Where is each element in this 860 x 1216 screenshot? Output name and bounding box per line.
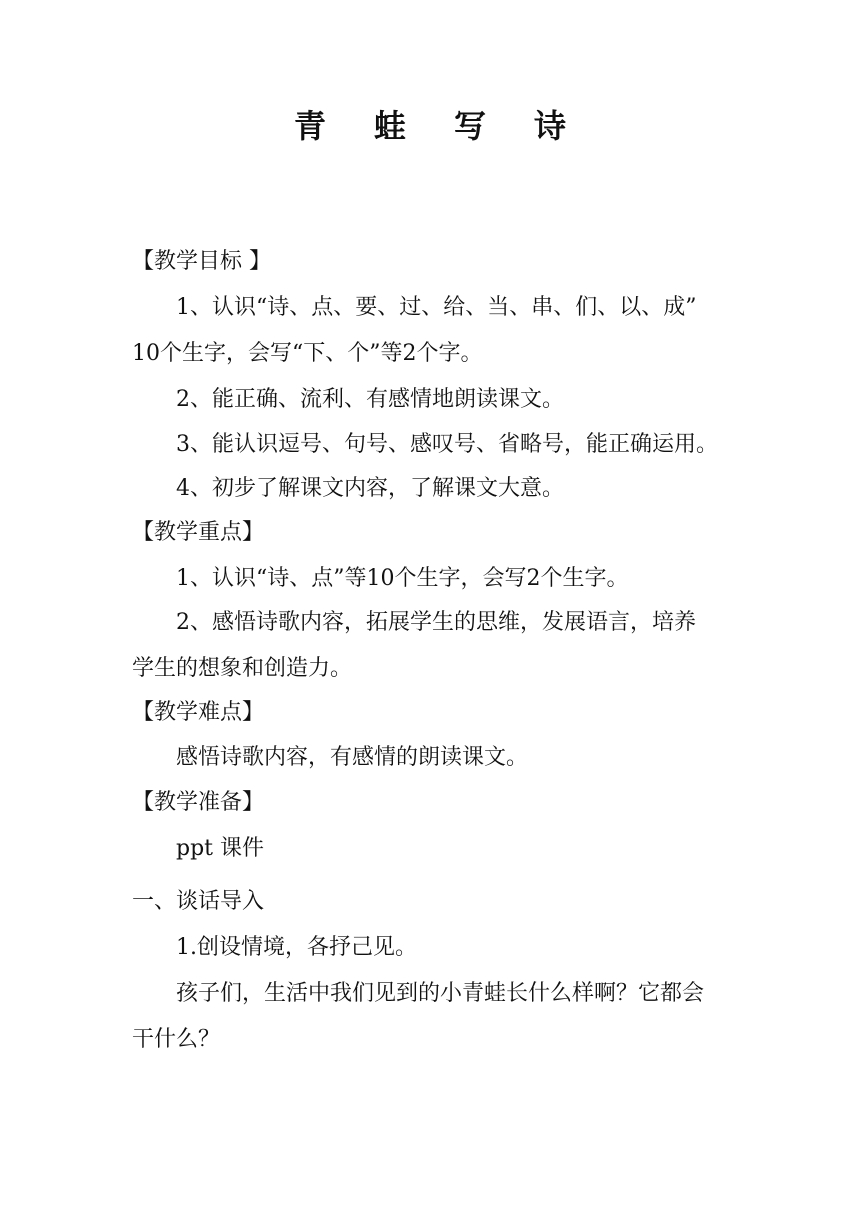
title-char: 诗 (534, 107, 567, 145)
goal-item-3: 3、能认识逗号、句号、感叹号、省略号，能正确运用。 (176, 432, 718, 457)
section-heading-key-points: 【教学重点】 (132, 520, 265, 545)
intro-step-1: 1.创设情境，各抒己见。 (176, 935, 417, 960)
goal-item-1-continued: 10个生字，会写“下、个”等2个字。 (132, 341, 483, 366)
goal-item-1: 1、认识“诗、点、要、过、给、当、串、们、以、成” (176, 295, 697, 320)
section-heading-difficulties: 【教学难点】 (132, 700, 265, 725)
preparation-item: ppt 课件 (176, 836, 265, 861)
intro-paragraph-continued: 干什么？ (132, 1027, 221, 1052)
difficulty-item: 感悟诗歌内容，有感情的朗读课文。 (176, 745, 529, 770)
goal-item-4: 4、初步了解课文内容，了解课文大意。 (176, 476, 564, 501)
goal-item-2: 2、能正确、流利、有感情地朗读课文。 (176, 387, 564, 412)
section-heading-goals: 【教学目标 】 (132, 249, 271, 274)
intro-paragraph: 孩子们，生活中我们见到的小青蛙长什么样啊？它都会 (176, 981, 705, 1006)
document-title (0, 104, 860, 148)
title-char: 写 (454, 107, 487, 145)
title-char: 青 (293, 107, 326, 145)
key-point-item-2: 2、感悟诗歌内容，拓展学生的思维，发展语言，培养 (176, 610, 696, 635)
section-heading-intro: 一、谈话导入 (132, 889, 265, 914)
key-point-item-2-continued: 学生的想象和创造力。 (132, 656, 353, 681)
section-heading-preparation: 【教学准备】 (132, 790, 265, 815)
key-point-item-1: 1、认识“诗、点”等10个生字，会写2个生字。 (176, 566, 629, 591)
title-char: 蛙 (373, 107, 406, 145)
